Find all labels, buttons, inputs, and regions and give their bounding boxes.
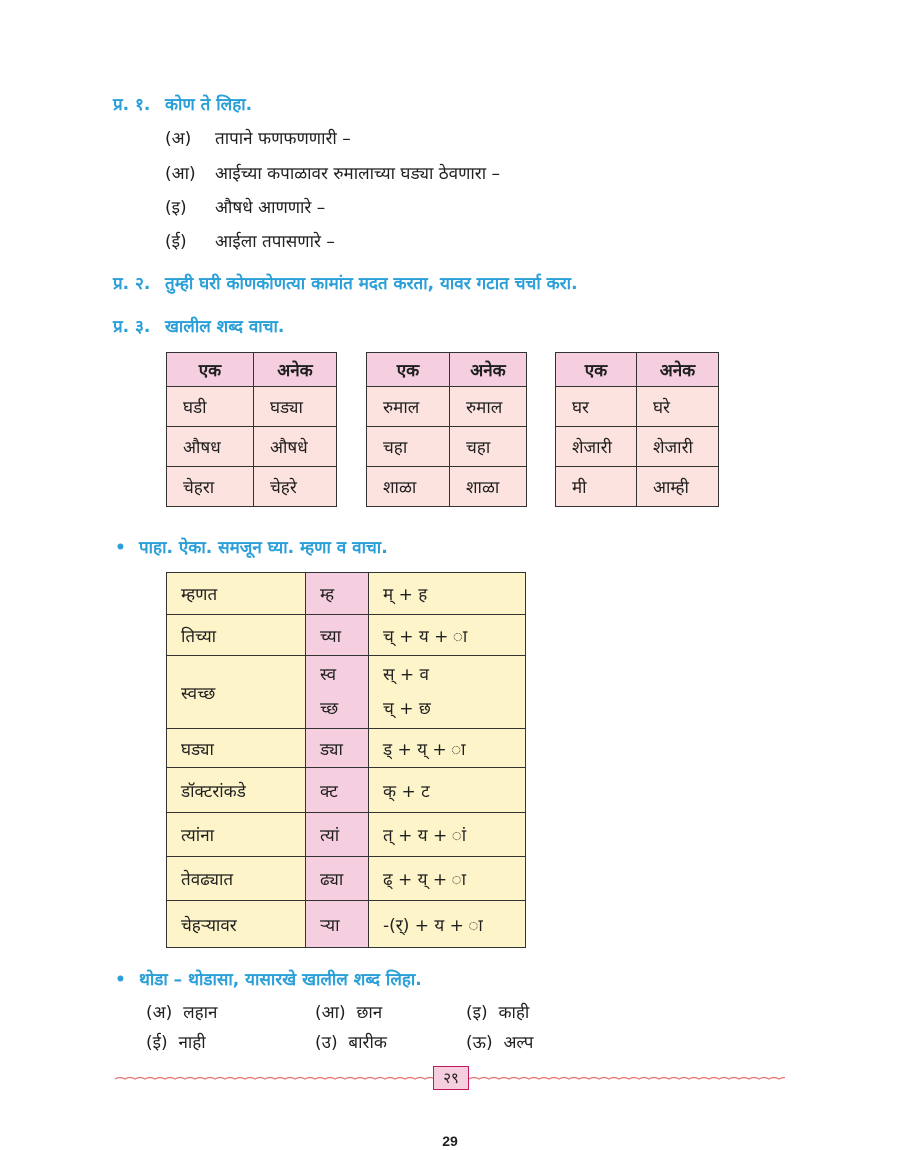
table-cell: चहा <box>450 427 527 467</box>
split-cell: क् + ट <box>369 768 526 813</box>
word-cell: तेवढ्यात <box>167 857 306 901</box>
split-cell <box>369 656 526 729</box>
bullet-icon: • <box>115 970 126 990</box>
item-text: औषधे आणणारे – <box>215 198 326 218</box>
table-row <box>167 656 526 729</box>
conjunct-cell: ऱ्या <box>306 901 369 948</box>
question-text: कोण ते लिहा. <box>165 95 253 115</box>
word-list-item <box>466 1000 529 1023</box>
page-number: 29 <box>442 1133 458 1149</box>
table-cell: रुमाल <box>367 387 450 427</box>
word-cell: त्यांना <box>167 813 306 857</box>
table-cell: घडी <box>167 387 254 427</box>
word-cell: डॉक्टरांकडे <box>167 768 306 813</box>
question-2-heading <box>113 271 578 294</box>
item-word: लहान <box>183 1003 218 1023</box>
table-cell: औषधे <box>254 427 337 467</box>
table-row <box>167 857 526 901</box>
split-cell: ड् + य् + ा <box>369 729 526 768</box>
table-header: अनेक <box>637 353 719 387</box>
item-label: (उ) <box>315 1033 338 1053</box>
word-list-item <box>315 1000 382 1023</box>
item-text: आईला तपासणारे – <box>215 232 335 252</box>
conjunct-cell: म्ह <box>306 573 369 615</box>
split-stack <box>383 658 525 726</box>
split-part: स् + व <box>383 665 429 685</box>
split-cell: च् + य + ा <box>369 615 526 656</box>
word-list-item <box>146 1000 217 1023</box>
table-header: एक <box>167 353 254 387</box>
table-cell: मी <box>556 467 637 507</box>
table-cell: घरे <box>637 387 719 427</box>
item-word: अल्प <box>503 1033 534 1053</box>
table-cell: शेजारी <box>637 427 719 467</box>
table-row <box>167 573 526 615</box>
table-cell: औषध <box>167 427 254 467</box>
word-cell: चेहऱ्यावर <box>167 901 306 948</box>
split-cell: ढ् + य् + ा <box>369 857 526 901</box>
table-cell: चेहरा <box>167 467 254 507</box>
singular-plural-table <box>166 352 337 507</box>
wave-right <box>469 1078 785 1080</box>
q1-item <box>165 229 335 252</box>
table-cell: आम्ही <box>637 467 719 507</box>
split-part: च् + छ <box>383 699 431 719</box>
table-row <box>167 768 526 813</box>
conjunct-cell: ढ्या <box>306 857 369 901</box>
question-number: प्र. १. <box>113 95 151 115</box>
split-cell: त् + य + ां <box>369 813 526 857</box>
item-label: (आ) <box>165 164 196 184</box>
item-label: (इ) <box>165 198 187 218</box>
singular-plural-table <box>555 352 719 507</box>
item-word: बारीक <box>348 1033 387 1053</box>
item-label: (ई) <box>165 232 187 252</box>
question-3-heading <box>113 314 284 337</box>
word-list-item <box>466 1030 533 1053</box>
table-cell: रुमाल <box>450 387 527 427</box>
split-cell: म् + ह <box>369 573 526 615</box>
wave-left <box>115 1078 435 1080</box>
table-cell: शेजारी <box>556 427 637 467</box>
conjunct-part: स्व <box>320 665 337 685</box>
item-word: छान <box>356 1003 383 1023</box>
section-heading <box>115 535 388 558</box>
section-title: पाहा. ऐका. समजून घ्या. म्हणा व वाचा. <box>139 538 388 558</box>
section-heading <box>115 967 422 990</box>
q1-item <box>165 195 325 218</box>
table-header: अनेक <box>450 353 527 387</box>
conjunct-cell <box>306 656 369 729</box>
question-number: प्र. २. <box>113 274 151 294</box>
table-header: एक <box>556 353 637 387</box>
conjunct-part: च्छ <box>320 699 339 719</box>
singular-plural-table <box>366 352 527 507</box>
table-cell: चेहरे <box>254 467 337 507</box>
table-cell: शाळा <box>367 467 450 507</box>
conjunct-cell: ड्या <box>306 729 369 768</box>
section-title: थोडा – थोडासा, यासारखे खालील शब्द लिहा. <box>139 970 422 990</box>
page-number-box: २९ <box>433 1066 469 1090</box>
table-header: एक <box>367 353 450 387</box>
table-row <box>167 729 526 768</box>
question-text: खालील शब्द वाचा. <box>165 317 285 337</box>
item-word: काही <box>498 1003 530 1023</box>
word-cell: म्हणत <box>167 573 306 615</box>
table-header: अनेक <box>254 353 337 387</box>
conjunct-stack <box>320 658 368 726</box>
word-list-item <box>315 1030 387 1053</box>
q1-item <box>165 161 500 184</box>
question-1-heading <box>113 92 252 115</box>
bullet-icon: • <box>115 538 126 558</box>
question-text: तुम्ही घरी कोणकोणत्या कामांत मदत करता, यावर गटात चर्चा करा. <box>165 274 578 294</box>
item-word: नाही <box>178 1033 206 1053</box>
table-cell: चहा <box>367 427 450 467</box>
conjunct-cell: क्ट <box>306 768 369 813</box>
table-cell: घर <box>556 387 637 427</box>
word-cell: तिच्या <box>167 615 306 656</box>
q1-item <box>165 126 351 149</box>
table-row <box>167 901 526 948</box>
item-text: आईच्या कपाळावर रुमालाच्या घड्या ठेवणारा – <box>215 164 501 184</box>
item-label: (ऊ) <box>466 1033 493 1053</box>
question-number: प्र. ३. <box>113 317 151 337</box>
item-text: तापाने फणफणणारी – <box>215 129 351 149</box>
item-label: (ई) <box>146 1033 168 1053</box>
item-label: (इ) <box>466 1003 488 1023</box>
word-cell: घड्या <box>167 729 306 768</box>
table-row <box>167 813 526 857</box>
conjunct-table <box>166 572 526 948</box>
word-list-item <box>146 1030 206 1053</box>
split-cell: -(र्) + य + ा <box>369 901 526 948</box>
table-cell: शाळा <box>450 467 527 507</box>
table-cell: घड्या <box>254 387 337 427</box>
item-label: (आ) <box>315 1003 346 1023</box>
item-label: (अ) <box>165 129 192 149</box>
word-cell: स्वच्छ <box>167 656 306 729</box>
item-label: (अ) <box>146 1003 173 1023</box>
conjunct-cell: च्या <box>306 615 369 656</box>
table-row <box>167 615 526 656</box>
conjunct-cell: त्यां <box>306 813 369 857</box>
